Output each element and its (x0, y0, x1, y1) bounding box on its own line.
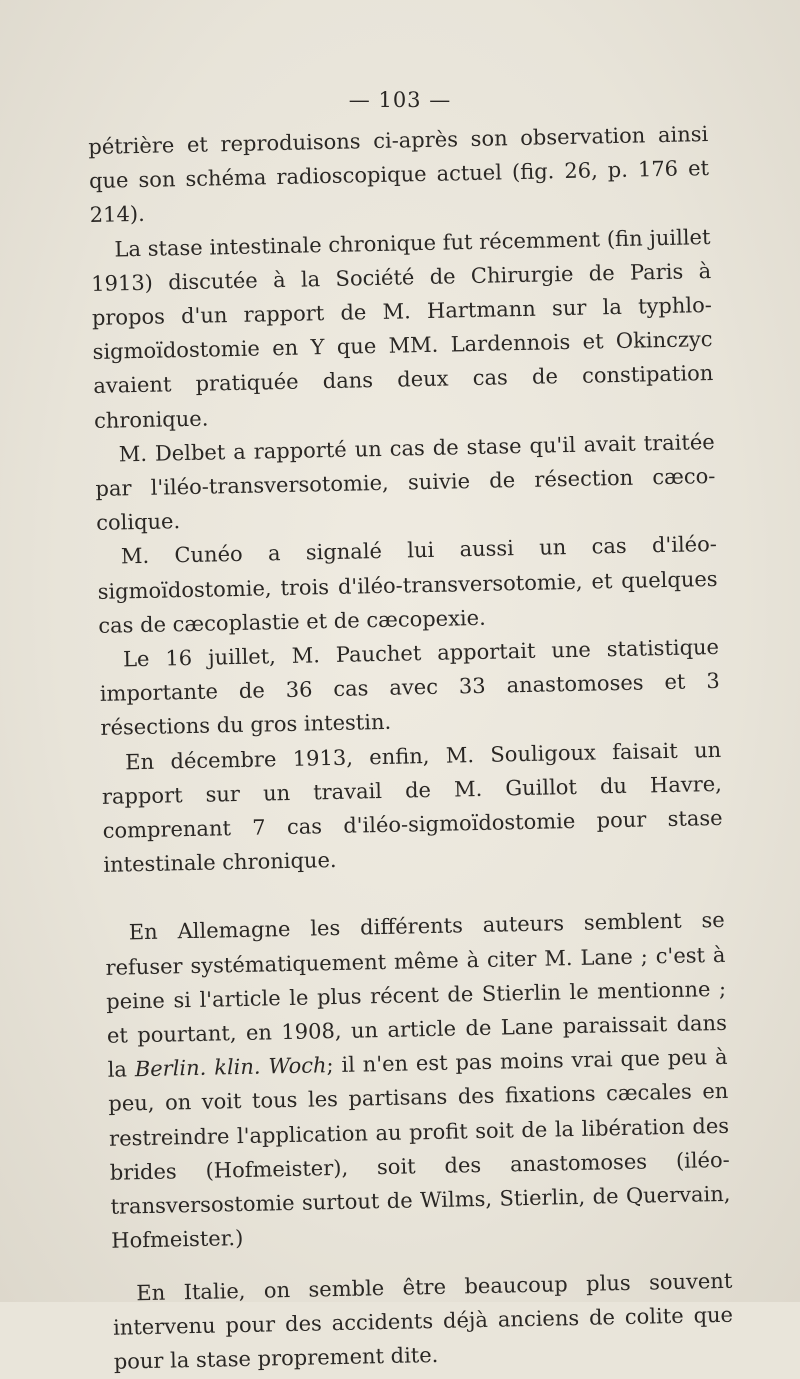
paragraph: En décembre 1913, enfin, M. Souligoux faisait un rapport sur un travail de M. Guillot du Havre, comprenant 7 cas d'iléo-sigmoïdostomie pour stase intestinale chronique. (101, 737, 723, 878)
journal-title: Berlin. klin. Woch (134, 1053, 327, 1082)
paragraph-text: ; il n'en est pas moins vrai que peu à peu, on voit tous les partisans des fixations cæcales en restreindre l'application au profit soit de la libération des brides (Hofmeister), soit des anastomoses (iléo-transversostomie surtout de Wilms, Stierlin, de Quervain, Hofmeister.) (108, 1045, 731, 1254)
paragraph: Le 16 juillet, M. Pauchet apportait une statistique importante de 36 cas avec 33 anastomoses et 3 résections du gros intestin. (99, 634, 720, 741)
paragraph-text: En Allemagne les différents auteurs semblent se refuser systématiquement même à citer M. Lane ; c'est à peine si l'article le plus récent de Stierlin le mentionne ; et pourtant, en 1908, un article de Lane paraissait dans la (105, 908, 728, 1083)
paragraph-italie: En Italie, on semble être beaucoup plus souvent intervenu pour des accidents déjà anciens de colite que pour la stase proprement dite. (112, 1268, 734, 1374)
page-number: — 103 — (348, 88, 452, 112)
body-text (88, 117, 734, 1379)
paragraph: La stase intestinale chronique fut récemment (fin juillet 1913) discutée à la Société de Chirurgie de Paris à propos d'un rapport de M. Hartmann sur la typhlo-sigmoïdostomie en Y que MM. Lardennois et Okinczyc avaient pratiquée dans deux cas de constipation chronique. (90, 224, 714, 433)
paragraph: M. Cunéo a signalé lui aussi un cas d'iléo-sigmoïdostomie, trois d'iléo-transversotomie, et quelques cas de cæcoplastie et de cæcopexie. (97, 532, 718, 638)
paragraph-allemagne (104, 903, 731, 1258)
paragraph: M. Delbet a rapporté un cas de stase qu'il avait traitée par l'iléo-transversotomie, suivie de résection cæco-colique. (95, 429, 716, 536)
paragraph: pétrière et reproduisons ci-après son observation ainsi que son schéma radioscopique actuel (fig. 26, p. 176 et 214). (88, 122, 710, 228)
